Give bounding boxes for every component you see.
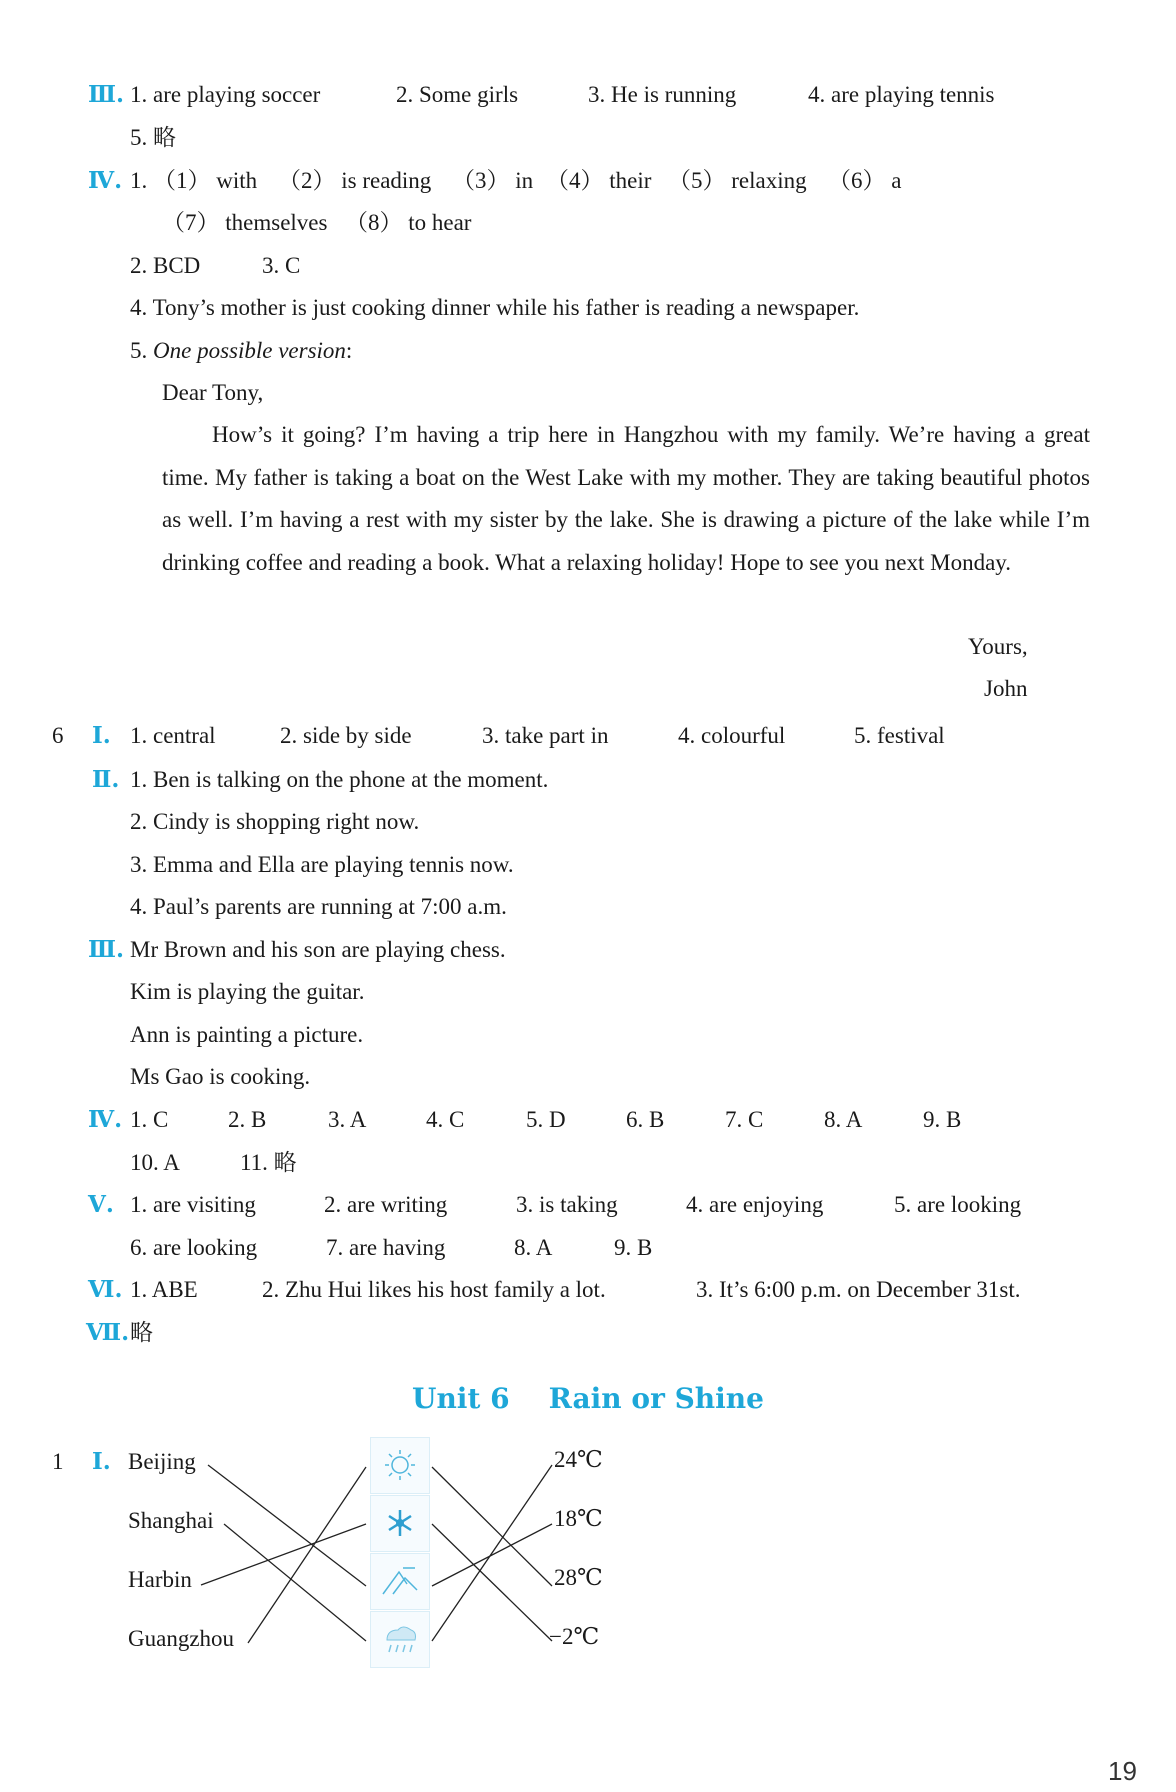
answer-item: （3） in (452, 168, 534, 193)
answer-item: 1. central (130, 723, 216, 748)
roman-numeral-6: Ⅵ. (88, 1276, 123, 1303)
answer-item: 4. are enjoying (686, 1192, 824, 1217)
answer-sentence: Ann is painting a picture. (130, 1022, 364, 1047)
match-line (208, 1465, 366, 1586)
answer-item: （6） a (828, 168, 902, 193)
answer-item: 1. are playing soccer (130, 82, 321, 107)
answer-item: 4. colourful (678, 723, 786, 748)
city-guangzhou: Guangzhou (128, 1626, 235, 1651)
answer-sentence: 4. Tony’s mother is just cooking dinner while his father is reading a newspaper. (130, 295, 860, 320)
answer-item: （5） relaxing (668, 168, 807, 193)
answer-item: 9. B (923, 1107, 962, 1132)
answer-item: 1. ABE (130, 1277, 198, 1302)
letter-greeting: Dear Tony, (162, 380, 264, 405)
answer-item: 3. C (262, 253, 301, 278)
answer-sentence: 2. Cindy is shopping right now. (130, 809, 420, 834)
answer-sentence: Ms Gao is cooking. (130, 1064, 311, 1089)
letter-body: How’s it going? I’m having a trip here in Hangzhou with my family. We’re having a great time. My father is taking a boat on the West Lake with my mother. They are taking beautiful photos as well. I’m having a rest with my sister by the lake. She is drawing a picture of the lake while I’m drinking coffee and reading a book. What a relaxing holiday! Hope to see you next Monday. (162, 422, 1090, 575)
answer-item: 3. take part in (482, 723, 609, 748)
answer-item: 6. are looking (130, 1235, 258, 1260)
roman-numeral-1: Ⅰ. (92, 1448, 111, 1475)
answer-item: 3. He is running (588, 82, 737, 107)
answer-item: 略 (130, 1320, 153, 1345)
temp-18: 18℃ (554, 1506, 603, 1531)
answer-item: 3. A (328, 1107, 367, 1132)
letter-closing: Yours, (968, 634, 1028, 659)
answer-item: 1. C (130, 1107, 169, 1132)
colon: : (345, 338, 353, 363)
match-line (224, 1524, 366, 1641)
answer-item: 4. C (426, 1107, 465, 1132)
answer-item: 2. side by side (280, 723, 412, 748)
roman-numeral-7: Ⅶ. (86, 1319, 130, 1346)
answer-item: 2. are writing (324, 1192, 448, 1217)
answer-item: （2） is reading (278, 168, 432, 193)
answer-sentence: Kim is playing the guitar. (130, 979, 365, 1004)
answer-item: 2. Some girls (396, 82, 519, 107)
match-line (432, 1524, 552, 1641)
answer-item: 2. BCD (130, 253, 201, 278)
answer-item: （8） to hear (345, 210, 472, 235)
answer-item: 7. are having (326, 1235, 446, 1260)
answer-item: 5. festival (854, 723, 945, 748)
answer-item: 3. is taking (516, 1192, 618, 1217)
version-label: One possible version (153, 338, 346, 363)
roman-numeral-5: Ⅴ. (88, 1191, 114, 1218)
answer-item: 5. D (526, 1107, 566, 1132)
city-beijing: Beijing (128, 1449, 196, 1474)
city-shanghai: Shanghai (128, 1508, 214, 1533)
answer-item: 8. A (514, 1235, 553, 1260)
answer-item: 9. B (614, 1235, 653, 1260)
match-line (248, 1467, 366, 1643)
match-line (201, 1524, 366, 1585)
answer-sentence: 2. Zhu Hui likes his host family a lot. (262, 1277, 606, 1302)
answer-item: 10. A (130, 1150, 180, 1175)
answer-item: 2. B (228, 1107, 267, 1132)
roman-numeral-2: Ⅱ. (92, 766, 120, 793)
answer-sentence: 1. Ben is talking on the phone at the moment. (130, 767, 549, 792)
roman-numeral-4: Ⅳ. (88, 1106, 123, 1133)
answer-item: 5. 略 (130, 125, 176, 150)
letter-signature: John (984, 676, 1028, 701)
answer-item: 8. A (824, 1107, 863, 1132)
answer-item: 1. are visiting (130, 1192, 256, 1217)
answer-item: 1. （1） with (130, 168, 258, 193)
roman-numeral-1: Ⅰ. (92, 722, 111, 749)
city-harbin: Harbin (128, 1567, 192, 1592)
unit-title: Unit 6 Rain or Shine (412, 1382, 764, 1415)
answer-item: 5. are looking (894, 1192, 1022, 1217)
temp-minus-2: −2℃ (549, 1624, 600, 1649)
answer-item: （4） their (546, 168, 652, 193)
match-line (432, 1524, 552, 1586)
answer-item: 11. 略 (240, 1150, 297, 1175)
roman-numeral-4: Ⅳ. (88, 167, 123, 194)
roman-numeral-3: Ⅲ. (88, 936, 125, 963)
roman-numeral-3: Ⅲ. (88, 81, 125, 108)
temp-24: 24℃ (554, 1447, 603, 1472)
temp-28: 28℃ (554, 1565, 603, 1590)
exercise-number: 1 (52, 1449, 64, 1474)
page-number: 19 (1108, 1756, 1137, 1786)
match-line (432, 1467, 552, 1586)
answer-sentence: 4. Paul’s parents are running at 7:00 a.m. (130, 894, 507, 919)
match-line (432, 1465, 552, 1641)
answer-sentence: 3. Emma and Ella are playing tennis now. (130, 852, 514, 877)
section-number: 6 (52, 723, 64, 748)
answer-sentence: Mr Brown and his son are playing chess. (130, 937, 506, 962)
answer-item: （7） themselves (162, 210, 328, 235)
item-number: 5. (130, 338, 148, 363)
answer-item: 7. C (725, 1107, 764, 1132)
answer-item: 6. B (626, 1107, 665, 1132)
answer-item: 4. are playing tennis (808, 82, 995, 107)
answer-sentence: 3. It’s 6:00 p.m. on December 31st. (696, 1277, 1021, 1302)
